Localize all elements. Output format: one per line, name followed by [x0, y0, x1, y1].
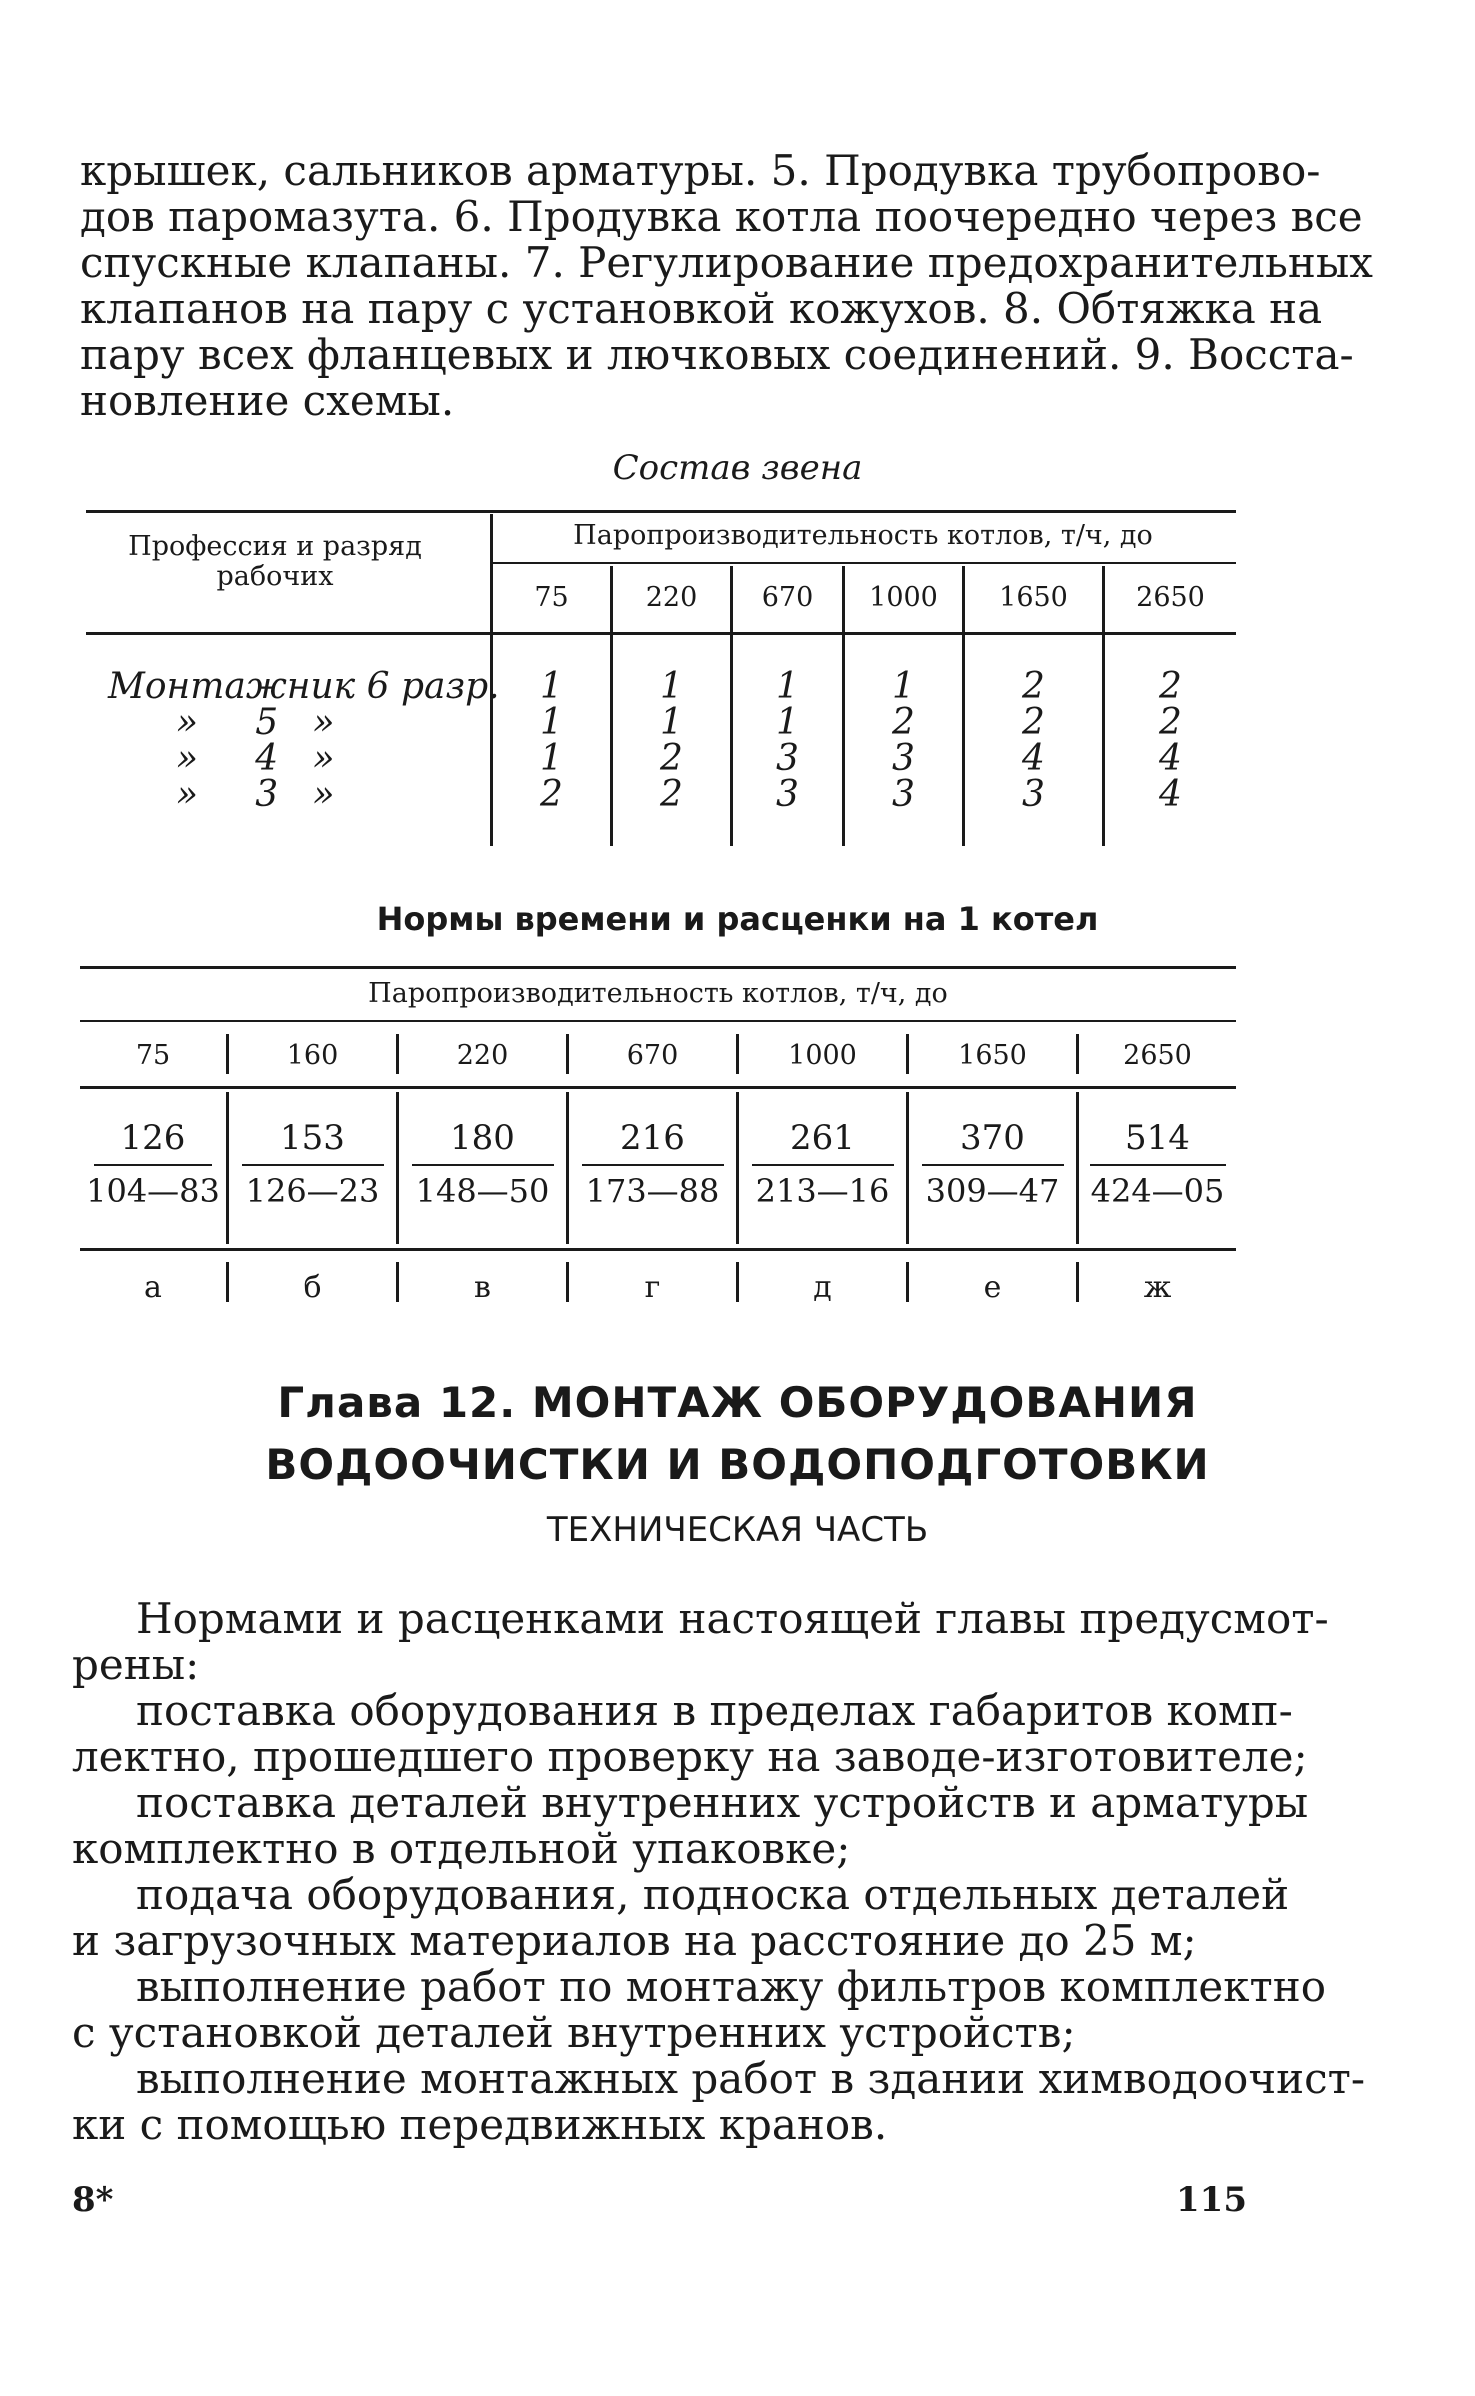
page-number: 115 — [1176, 2180, 1247, 2220]
crew-col-header: 670 — [761, 582, 814, 613]
time-norm: 126 — [120, 1118, 186, 1158]
crew-cell: 2 — [1159, 666, 1182, 707]
crew-capacity-header: Паропроизводительность котлов, т/ч, до — [573, 520, 1153, 551]
price: 173—88 — [585, 1172, 720, 1210]
profession-header: Профессия и разряд рабочих — [128, 531, 422, 592]
body-line: подача оборудования, подноска отдельных деталей — [136, 1870, 1290, 1919]
norms-table-caption: Нормы времени и расценки на 1 котел — [376, 900, 1099, 938]
crew-col-header: 2650 — [1136, 582, 1205, 613]
norms-col-header: 1650 — [958, 1040, 1027, 1071]
crew-cell: 2 — [892, 702, 915, 743]
crew-cell: 3 — [892, 774, 915, 815]
body-line: комплектно в отдельной упаковке; — [72, 1824, 851, 1873]
crew-cell: 1 — [892, 666, 915, 707]
norms-capacity-header: Паропроизводительность котлов, т/ч, до — [368, 978, 948, 1009]
intro-line: крышек, сальников арматуры. 5. Продувка трубопрово- — [80, 146, 1321, 195]
crew-col-header: 220 — [645, 582, 698, 613]
crew-table-caption: Состав звена — [612, 448, 863, 488]
crew-cell: 1 — [540, 666, 563, 707]
time-norm: 370 — [960, 1118, 1025, 1158]
crew-cell: 1 — [540, 702, 563, 743]
crew-cell: 4 — [1022, 738, 1045, 779]
crew-cell: 2 — [540, 774, 563, 815]
intro-line: новление схемы. — [80, 376, 455, 425]
crew-row-label: » 5 » — [176, 702, 335, 743]
crew-col-header: 1650 — [999, 582, 1068, 613]
crew-row-label: » 3 » — [176, 774, 335, 815]
time-norm: 216 — [620, 1118, 685, 1158]
crew-cell: 1 — [540, 738, 563, 779]
crew-cell: 4 — [1159, 738, 1182, 779]
signature-mark: 8* — [72, 2180, 114, 2220]
crew-cell: 1 — [660, 702, 683, 743]
crew-cell: 1 — [660, 666, 683, 707]
crew-cell: 1 — [776, 666, 799, 707]
body-line: выполнение монтажных работ в здании химводоочист- — [136, 2054, 1366, 2103]
price: 424—05 — [1090, 1172, 1225, 1210]
norms-col-header: 160 — [286, 1040, 339, 1071]
body-line: поставка оборудования в пределах габаритов комп- — [136, 1686, 1293, 1735]
price: 148—50 — [415, 1172, 550, 1210]
crew-cell: 1 — [776, 702, 799, 743]
crew-cell: 3 — [776, 738, 799, 779]
body-line: с установкой деталей внутренних устройств; — [72, 2008, 1076, 2057]
body-line: Нормами и расценками настоящей главы предусмот- — [136, 1594, 1329, 1643]
column-letter: ж — [1143, 1270, 1172, 1305]
crew-row-label: Монтажник 6 разр. — [108, 666, 500, 707]
crew-cell: 3 — [776, 774, 799, 815]
crew-col-header: 1000 — [869, 582, 938, 613]
norms-col-header: 1000 — [788, 1040, 857, 1071]
column-letter: в — [474, 1270, 491, 1305]
column-letter: б — [303, 1270, 322, 1305]
intro-line: пару всех фланцевых и лючковых соединений. 9. Восста- — [80, 330, 1354, 379]
chapter-title: ВОДООЧИСТКИ И ВОДОПОДГОТОВКИ — [265, 1440, 1210, 1489]
chapter-subtitle: ТЕХНИЧЕСКАЯ ЧАСТЬ — [546, 1510, 929, 1550]
column-letter: г — [644, 1270, 661, 1305]
crew-cell: 2 — [660, 774, 683, 815]
crew-cell: 4 — [1159, 774, 1182, 815]
crew-row-label: » 4 » — [176, 738, 335, 779]
price: 213—16 — [755, 1172, 890, 1210]
time-norm: 180 — [450, 1118, 515, 1158]
norms-col-header: 2650 — [1123, 1040, 1192, 1071]
norms-col-header: 75 — [135, 1040, 171, 1071]
time-norm: 514 — [1125, 1118, 1190, 1158]
crew-cell: 2 — [1022, 702, 1045, 743]
crew-cell: 3 — [1022, 774, 1045, 815]
crew-cell: 3 — [892, 738, 915, 779]
body-line: рены: — [72, 1640, 200, 1689]
crew-col-header: 75 — [534, 582, 569, 613]
intro-line: дов паромазута. 6. Продувка котла поочередно через все — [80, 192, 1363, 241]
intro-line: клапанов на пару с установкой кожухов. 8. Обтяжка на — [80, 284, 1323, 333]
body-line: поставка деталей внутренних устройств и арматуры — [136, 1778, 1309, 1827]
price: 126—23 — [245, 1172, 380, 1210]
body-line: лектно, прошедшего проверку на заводе-изготовителе; — [72, 1732, 1308, 1781]
column-letter: а — [144, 1270, 162, 1305]
time-norm: 153 — [280, 1118, 345, 1158]
body-line: выполнение работ по монтажу фильтров комплектно — [136, 1962, 1327, 2011]
crew-cell: 2 — [1159, 702, 1182, 743]
norms-col-header: 220 — [456, 1040, 509, 1071]
column-letter: д — [813, 1270, 832, 1305]
intro-line: спускные клапаны. 7. Регулирование предохранительных — [80, 238, 1373, 287]
norms-col-header: 670 — [626, 1040, 679, 1071]
price: 104—83 — [86, 1172, 220, 1210]
chapter-title: Глава 12. МОНТАЖ ОБОРУДОВАНИЯ — [277, 1378, 1198, 1427]
crew-cell: 2 — [660, 738, 683, 779]
column-letter: е — [983, 1270, 1002, 1305]
price: 309—47 — [925, 1172, 1060, 1210]
crew-cell: 2 — [1022, 666, 1045, 707]
time-norm: 261 — [790, 1118, 855, 1158]
body-line: ки с помощью передвижных кранов. — [72, 2100, 888, 2149]
body-line: и загрузочных материалов на расстояние до 25 м; — [72, 1916, 1197, 1965]
